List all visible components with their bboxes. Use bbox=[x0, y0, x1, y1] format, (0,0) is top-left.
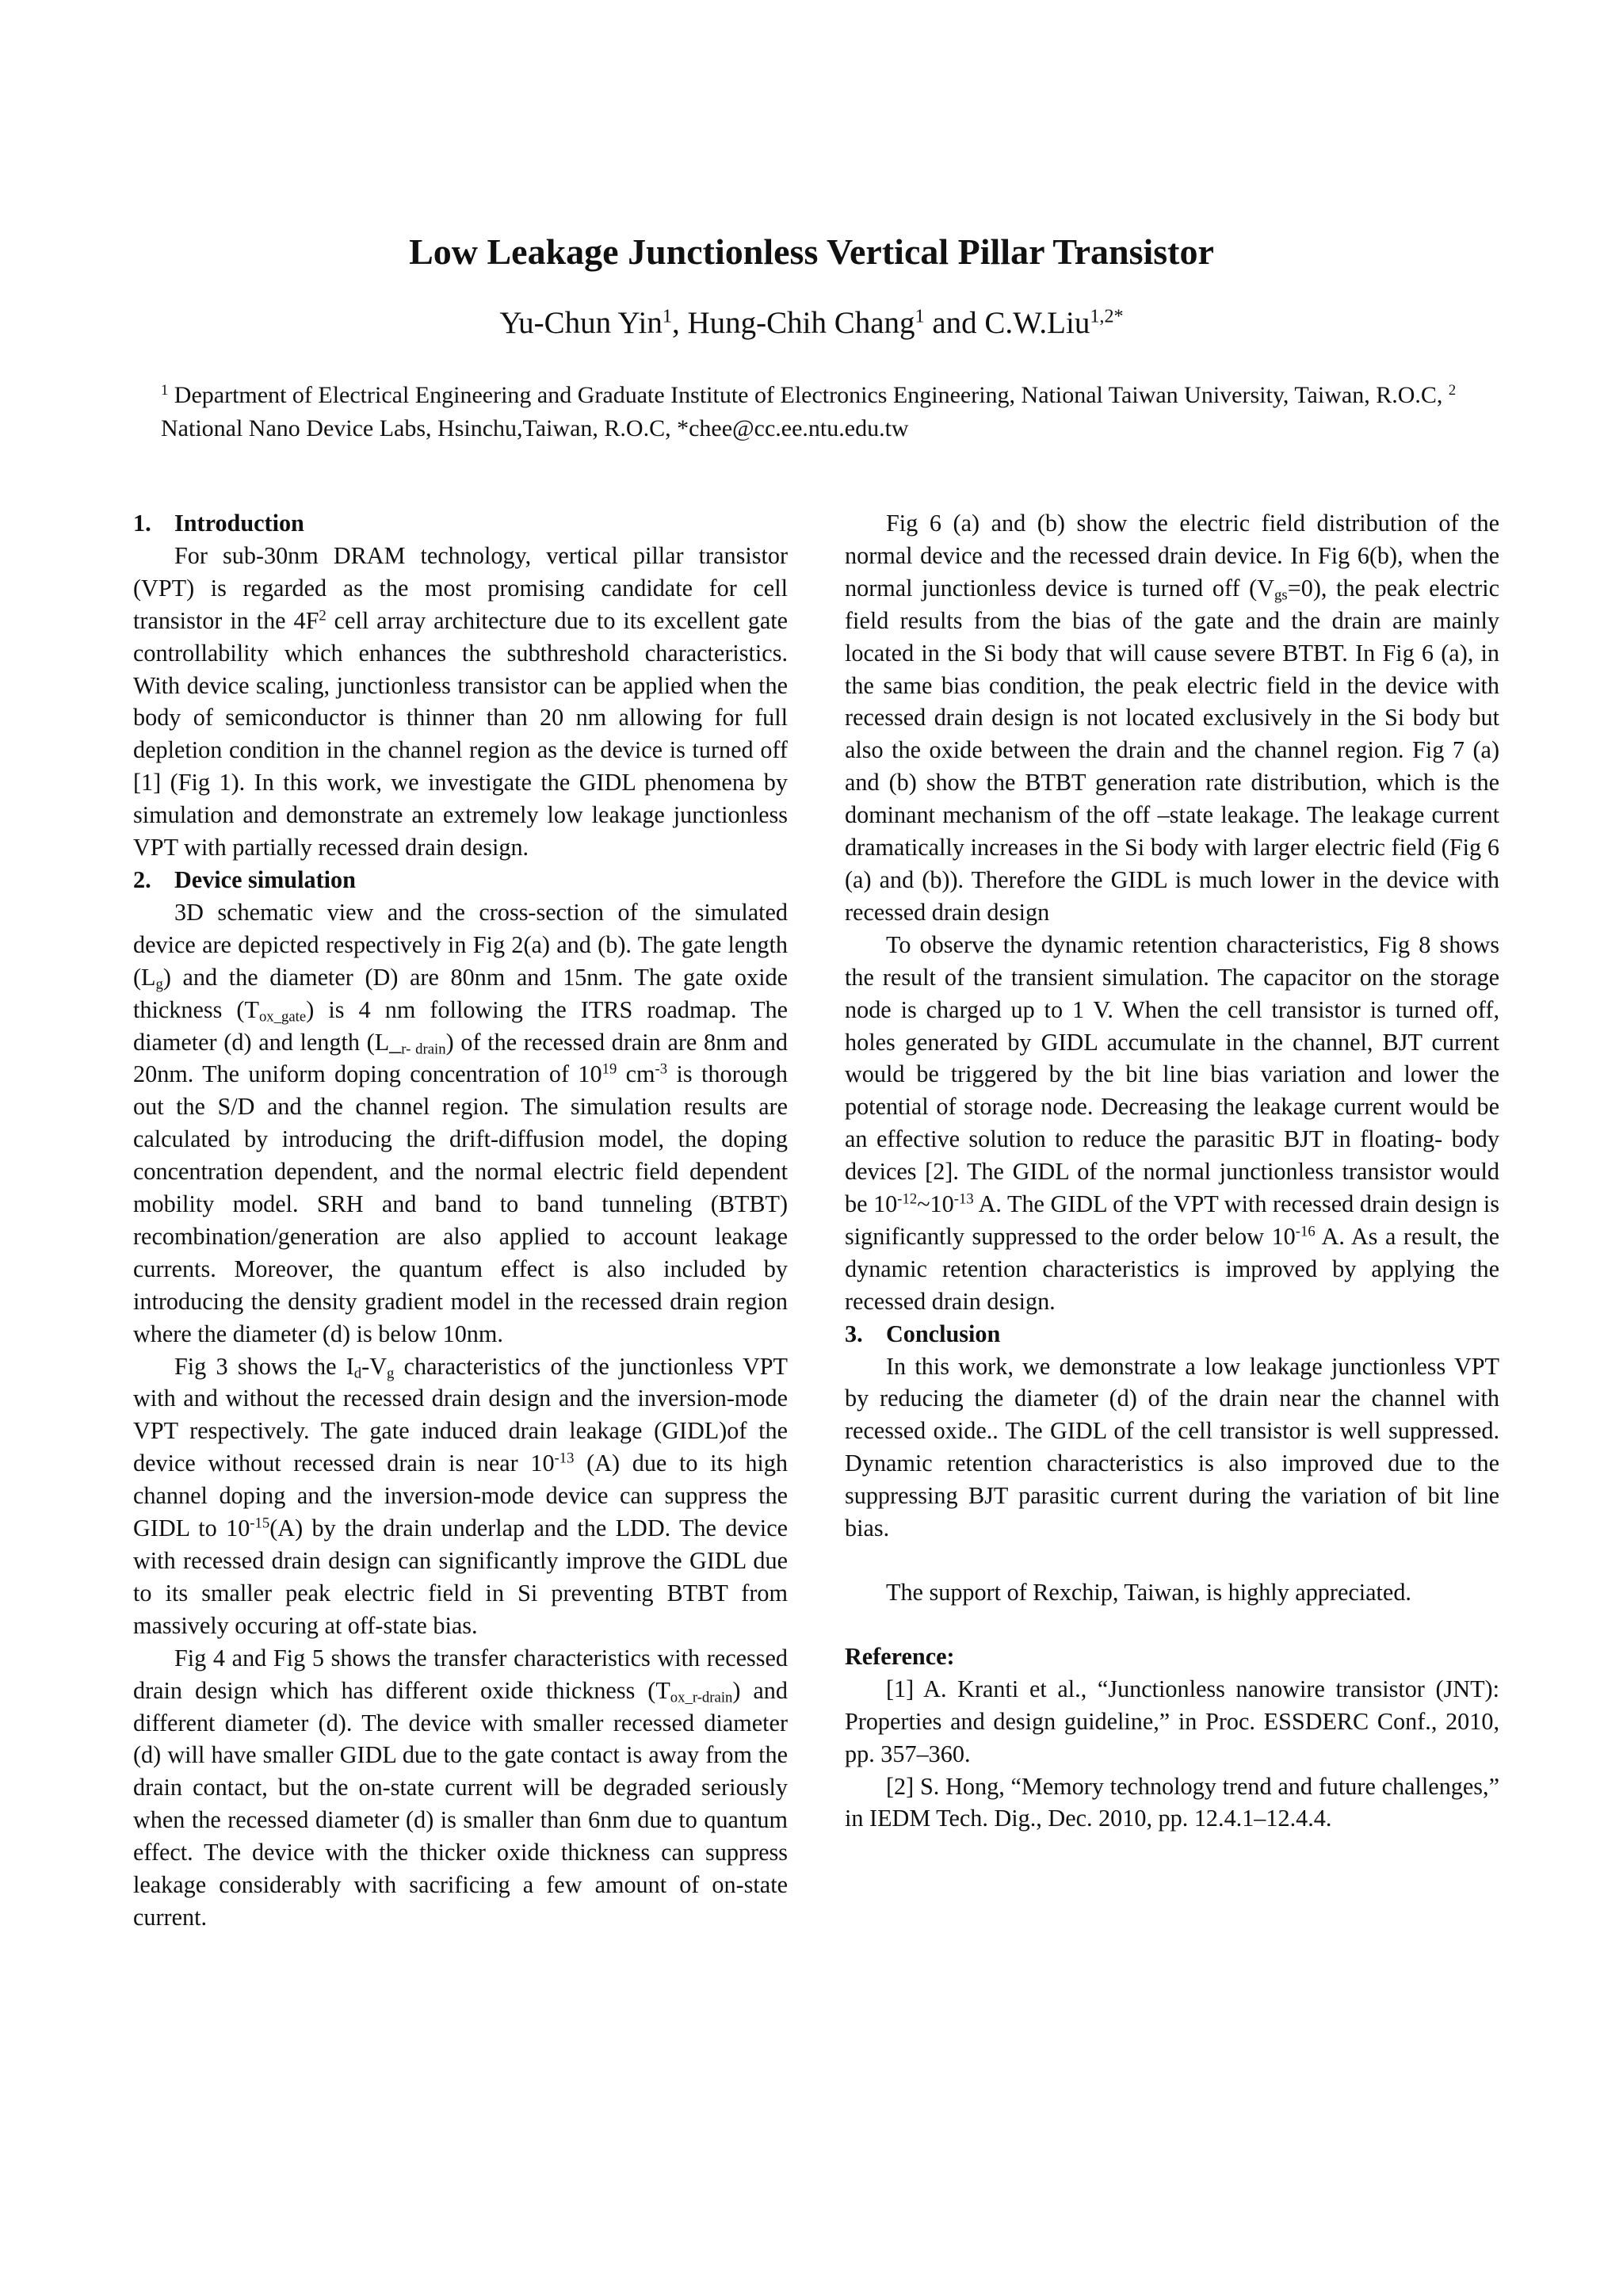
superscript: -12 bbox=[897, 1190, 918, 1208]
author-separator: , bbox=[671, 306, 688, 340]
acknowledgment: The support of Rexchip, Taiwan, is highly appreciated. bbox=[886, 1579, 1411, 1606]
affil-mark: 2 bbox=[1448, 381, 1457, 399]
author-name: Yu-Chun Yin bbox=[499, 306, 663, 340]
text-run: (A) by the drain underlap and the LDD. The device with recessed drain design can significantly improve the GIDL due to its smaller peak electric field in Si preventing BTBT from massively occuring at off-state bias. bbox=[133, 1515, 788, 1639]
section-title: Conclusion bbox=[886, 1320, 1001, 1347]
superscript: 19 bbox=[601, 1061, 617, 1079]
affil-text: National Nano Device Labs, Hsinchu,Taiwan, R.O.C, *chee@cc.ee.ntu.edu.tw bbox=[161, 415, 909, 441]
subscript: r- drain bbox=[401, 1041, 446, 1058]
text-run: ~10 bbox=[917, 1190, 954, 1218]
subscript: ox_gate bbox=[258, 1008, 307, 1026]
superscript: -13 bbox=[554, 1450, 575, 1467]
paragraph bbox=[133, 540, 788, 864]
author-list bbox=[0, 304, 1623, 342]
subscript: d bbox=[353, 1365, 362, 1382]
affiliation bbox=[161, 379, 1476, 445]
spacer bbox=[845, 1609, 1499, 1641]
section-title: Device simulation bbox=[174, 865, 356, 893]
subscript: g bbox=[387, 1365, 395, 1382]
subscript: ox_r-drain bbox=[670, 1689, 733, 1706]
author-affil-mark: 1,2* bbox=[1090, 305, 1124, 327]
reference-item: [2] S. Hong, “Memory technology trend and future challenges,” in IEDM Tech. Dig., Dec. 2010, pp. 12.4.1–12.4.4. bbox=[845, 1772, 1499, 1832]
author-affil-mark: 1 bbox=[662, 305, 672, 327]
subscript: g bbox=[155, 976, 163, 993]
superscript: 2 bbox=[319, 607, 327, 625]
right-column bbox=[845, 507, 1499, 1835]
author-affil-mark: 1 bbox=[915, 305, 925, 327]
text-run: characteristics of the junctionless VPT with and without the recessed drain design and the inversion-mode VPT respectively. The gate induced drain leakage (GIDL)of the device without recessed drain is near 10 bbox=[133, 1352, 788, 1477]
paragraph bbox=[133, 1642, 788, 1934]
affil-mark: 1 bbox=[161, 381, 169, 399]
section-number: 1. bbox=[133, 510, 151, 537]
reference-item: [1] A. Kranti et al., “Junctionless nanowire transistor (JNT): Properties and design guideline,” in Proc. ESSDERC Conf., 2010, pp. 357–360. bbox=[845, 1675, 1499, 1767]
left-column bbox=[133, 507, 788, 1934]
text-run: 3D schematic view and the cross-section of the simulated device are depicted respectively in Fig 2(a) and (b). The gate length (L bbox=[133, 898, 788, 991]
section-number: 2. bbox=[133, 865, 151, 893]
superscript: -13 bbox=[953, 1190, 974, 1208]
author-name: Hung-Chih Chang bbox=[687, 306, 915, 340]
text-run: -V bbox=[361, 1352, 388, 1380]
text-run: Fig 6 (a) and (b) show the electric field distribution of the normal device and the recessed drain device. In Fig 6(b), when the normal junctionless device is turned off (V bbox=[845, 510, 1499, 602]
text-run: Fig 3 shows the I bbox=[174, 1352, 354, 1380]
section-heading-conclusion bbox=[845, 1318, 1499, 1350]
superscript: -3 bbox=[655, 1061, 668, 1079]
paragraph bbox=[845, 929, 1499, 1318]
text-run: (A) due to its high channel doping and the inversion-mode device can suppress the GIDL to 10 bbox=[133, 1450, 788, 1542]
text-run: Fig 4 and Fig 5 shows the transfer characteristics with recessed drain design which has different oxide thickness (T bbox=[133, 1644, 788, 1704]
section-title: Introduction bbox=[174, 510, 304, 537]
text-run: ) is 4 nm following the ITRS roadmap. The diameter (d) and length (L_ bbox=[133, 995, 788, 1056]
subscript: gs bbox=[1274, 586, 1288, 604]
text-run: A. As a result, the dynamic retention characteristics is improved by applying the recessed drain design. bbox=[845, 1222, 1499, 1315]
text-run: ) and the diameter (D) are 80nm and 15nm. The gate oxide thickness (T bbox=[133, 963, 788, 1023]
text-run: cm bbox=[617, 1060, 655, 1088]
text-run: To observe the dynamic retention characteristics, Fig 8 shows the result of the transient simulation. The capacitor on the storage node is charged up to 1 V. When the cell transistor is turned off, holes generated by GIDL accumulate in the channel, BJT current would be triggered by the bit line bias variation and lower the potential of storage node. Decreasing the leakage current would be an effective solution to reduce the parasitic BJT in floating- body devices [2]. The GIDL of the normal junctionless transistor would be 10 bbox=[845, 930, 1499, 1218]
affil-text: Department of Electrical Engineering and Graduate Institute of Electronics Engineering, National Taiwan University, Taiwan, R.O.C, bbox=[168, 382, 1449, 408]
section-number: 3. bbox=[845, 1320, 863, 1347]
paper-title: Low Leakage Junctionless Vertical Pillar Transistor bbox=[409, 231, 1214, 272]
paragraph bbox=[845, 507, 1499, 929]
text-run: A. The GIDL of the VPT with recessed drain design is significantly suppressed to the order below 10 bbox=[845, 1190, 1499, 1250]
author-name: C.W.Liu bbox=[984, 306, 1090, 340]
references-heading: Reference: bbox=[845, 1642, 955, 1670]
section-heading-introduction bbox=[133, 507, 788, 540]
superscript: -15 bbox=[250, 1515, 270, 1532]
text-run: ) and different diameter (d). The device with smaller recessed diameter (d) will have smaller GIDL due to the gate contact is away from the drain contact, but the on-state current will be degraded seriously when the recessed diameter (d) is smaller than 6nm due to quantum effect. The device with the thicker oxide thickness can suppress leakage considerably with sacrificing a few amount of on-state current. bbox=[133, 1676, 788, 1931]
superscript: -16 bbox=[1295, 1223, 1316, 1240]
text-run: For sub-30nm DRAM technology, vertical pillar transistor (VPT) is regarded as the most promising candidate for cell transistor in the 4F bbox=[133, 541, 788, 634]
section-heading-device-simulation bbox=[133, 864, 788, 896]
text-run: is thorough out the S/D and the channel region. The simulation results are calculated by introducing the drift-diffusion model, the doping concentration dependent, and the normal electric field dependent mobility model. SRH and band to band tunneling (BTBT) recombination/generation are also applied to account leakage currents. Moreover, the quantum effect is also included by introducing the density gradient model in the recessed drain region where the diameter (d) is below 10nm. bbox=[133, 1060, 788, 1347]
paragraph: In this work, we demonstrate a low leakage junctionless VPT by reducing the diameter (d) of the drain near the channel with recessed oxide.. The GIDL of the cell transistor is well suppressed. Dynamic retention characteristics is also improved due to the suppressing BJT parasitic current during the variation of bit line bias. bbox=[845, 1352, 1499, 1542]
author-separator: and bbox=[924, 306, 985, 340]
paragraph bbox=[133, 896, 788, 1350]
text-run: cell array architecture due to its excellent gate controllability which enhances the subthreshold characteristics. With device scaling, junctionless transistor can be applied when the body of semiconductor is thinner than 20 nm allowing for full depletion condition in the channel region as the device is turned off [1] (Fig 1). In this work, we investigate the GIDL phenomena by simulation and demonstrate an extremely low leakage junctionless VPT with partially recessed drain design. bbox=[133, 606, 789, 861]
text-run: ) of the recessed drain are 8nm and 20nm. The uniform doping concentration of 10 bbox=[133, 1028, 788, 1088]
text-run: =0), the peak electric field results from the bias of the gate and the drain are mainly located in the Si body that will cause severe BTBT. In Fig 6 (a), in the same bias condition, the peak electric field in the device with recessed drain design is not located exclusively in the Si body but also the oxide between the drain and the channel region. Fig 7 (a) and (b) show the BTBT generation rate distribution, which is the dominant mechanism of the off –state leakage. The leakage current dramatically increases in the Si body with larger electric field (Fig 6 (a) and (b)). Therefore the GIDL is much lower in the device with recessed drain design bbox=[845, 574, 1499, 926]
paragraph bbox=[133, 1350, 788, 1642]
spacer bbox=[845, 1545, 1499, 1576]
